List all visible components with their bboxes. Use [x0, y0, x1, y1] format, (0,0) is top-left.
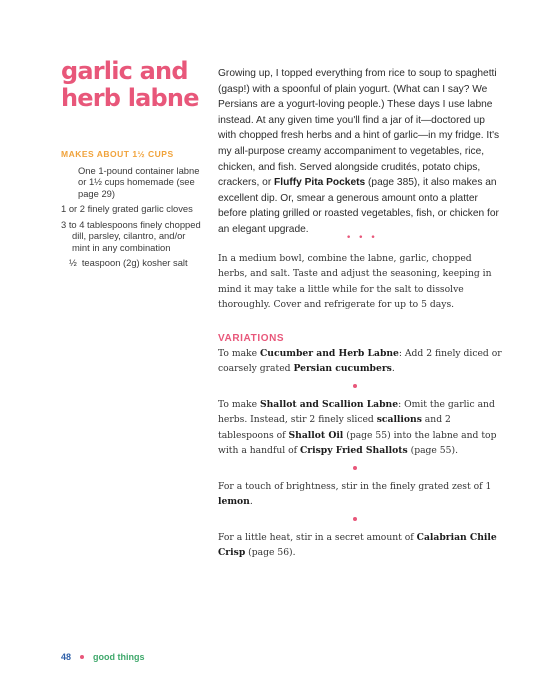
- recipe-title-line2: herb labne: [61, 84, 199, 112]
- variation-cucumber: To make Cucumber and Herb Labne: Add 2 finely diced or coarsely grated Persian cucumbers.: [218, 348, 502, 375]
- recipe-yield: MAKES ABOUT 1½ CUPS: [61, 149, 174, 159]
- ingredient-list: [61, 165, 201, 273]
- variations-heading: VARIATIONS: [218, 333, 285, 344]
- footer-dot: [80, 655, 84, 659]
- link-fluffy-pita: Fluffy Pita Pockets: [274, 177, 366, 189]
- ingredient-text: 1 or 2 finely grated garlic cloves: [61, 203, 193, 215]
- ingredient-item: [61, 257, 201, 268]
- method-paragraph: In a medium bowl, combine the labne, garlic, chopped herbs, and salt. Taste and adjust the seasoning, keeping in mind it may take a little while for the salt to dissolve thoroughly. Cover and refrigerate for up to 5 days.: [218, 253, 492, 310]
- variation-chile: For a little heat, stir in a secret amount of Calabrian Chile Crisp (page 56).: [218, 532, 497, 559]
- variation-shallot: To make Shallot and Scallion Labne: Omit the garlic and herbs. Instead, stir 2 finely sliced scallions and 2 tablespoons of Shallot Oil (page 55) into the labne and top with a handful of Crispy Fried Shallots (page 55).: [218, 399, 497, 456]
- intro-paragraph: [218, 66, 500, 238]
- ingredient-item: [61, 219, 201, 253]
- ingredient-text: teaspoon (2g) kosher salt: [81, 257, 188, 269]
- variation-separator-dot: [353, 517, 357, 521]
- intro-text: Growing up, I topped everything from rice to soup to spaghetti (gasp!) with a spoonful of plain yogurt. (What can I say? We Persians are a yogurt-loving people.) These days I use labne instead. At any given time you'll find a jar of it—doctored up with chopped fresh herbs and a hint of garlic—in my fridge. It's my all-purpose creamy accompaniment to vegetables, rice, chicken, and fish. Served alongside crudités, potato chips, crackers, or: [218, 68, 500, 189]
- variation-lemon: For a touch of brightness, stir in the finely grated zest of 1 lemon.: [218, 481, 492, 508]
- page-footer: [61, 652, 145, 662]
- ingredient-text: 3 to 4 tablespoons finely chopped dill, parsley, cilantro, and/or mint in any combination: [61, 218, 201, 253]
- intro-text-cont: (page 385), it also makes an excellent dip. Or, smear a generous amount onto a platter before plating grilled or roasted vegetables, fish, or chicken for an elegant upgrade.: [218, 177, 499, 235]
- page-number: 48: [61, 652, 72, 662]
- ingredient-qty: ½: [69, 257, 77, 269]
- ingredient-item: [61, 165, 201, 199]
- variation-separator-dot: [353, 384, 357, 388]
- section-name: good things: [93, 652, 145, 662]
- recipe-title: [61, 58, 201, 112]
- ingredient-text: One 1-pound container labne or 1½ cups homemade (see page 29): [78, 165, 200, 199]
- variation-separator-dot: [353, 466, 357, 470]
- recipe-title-line1: garlic and: [61, 57, 188, 85]
- ingredient-item: [61, 203, 201, 214]
- section-divider: • • •: [346, 233, 378, 243]
